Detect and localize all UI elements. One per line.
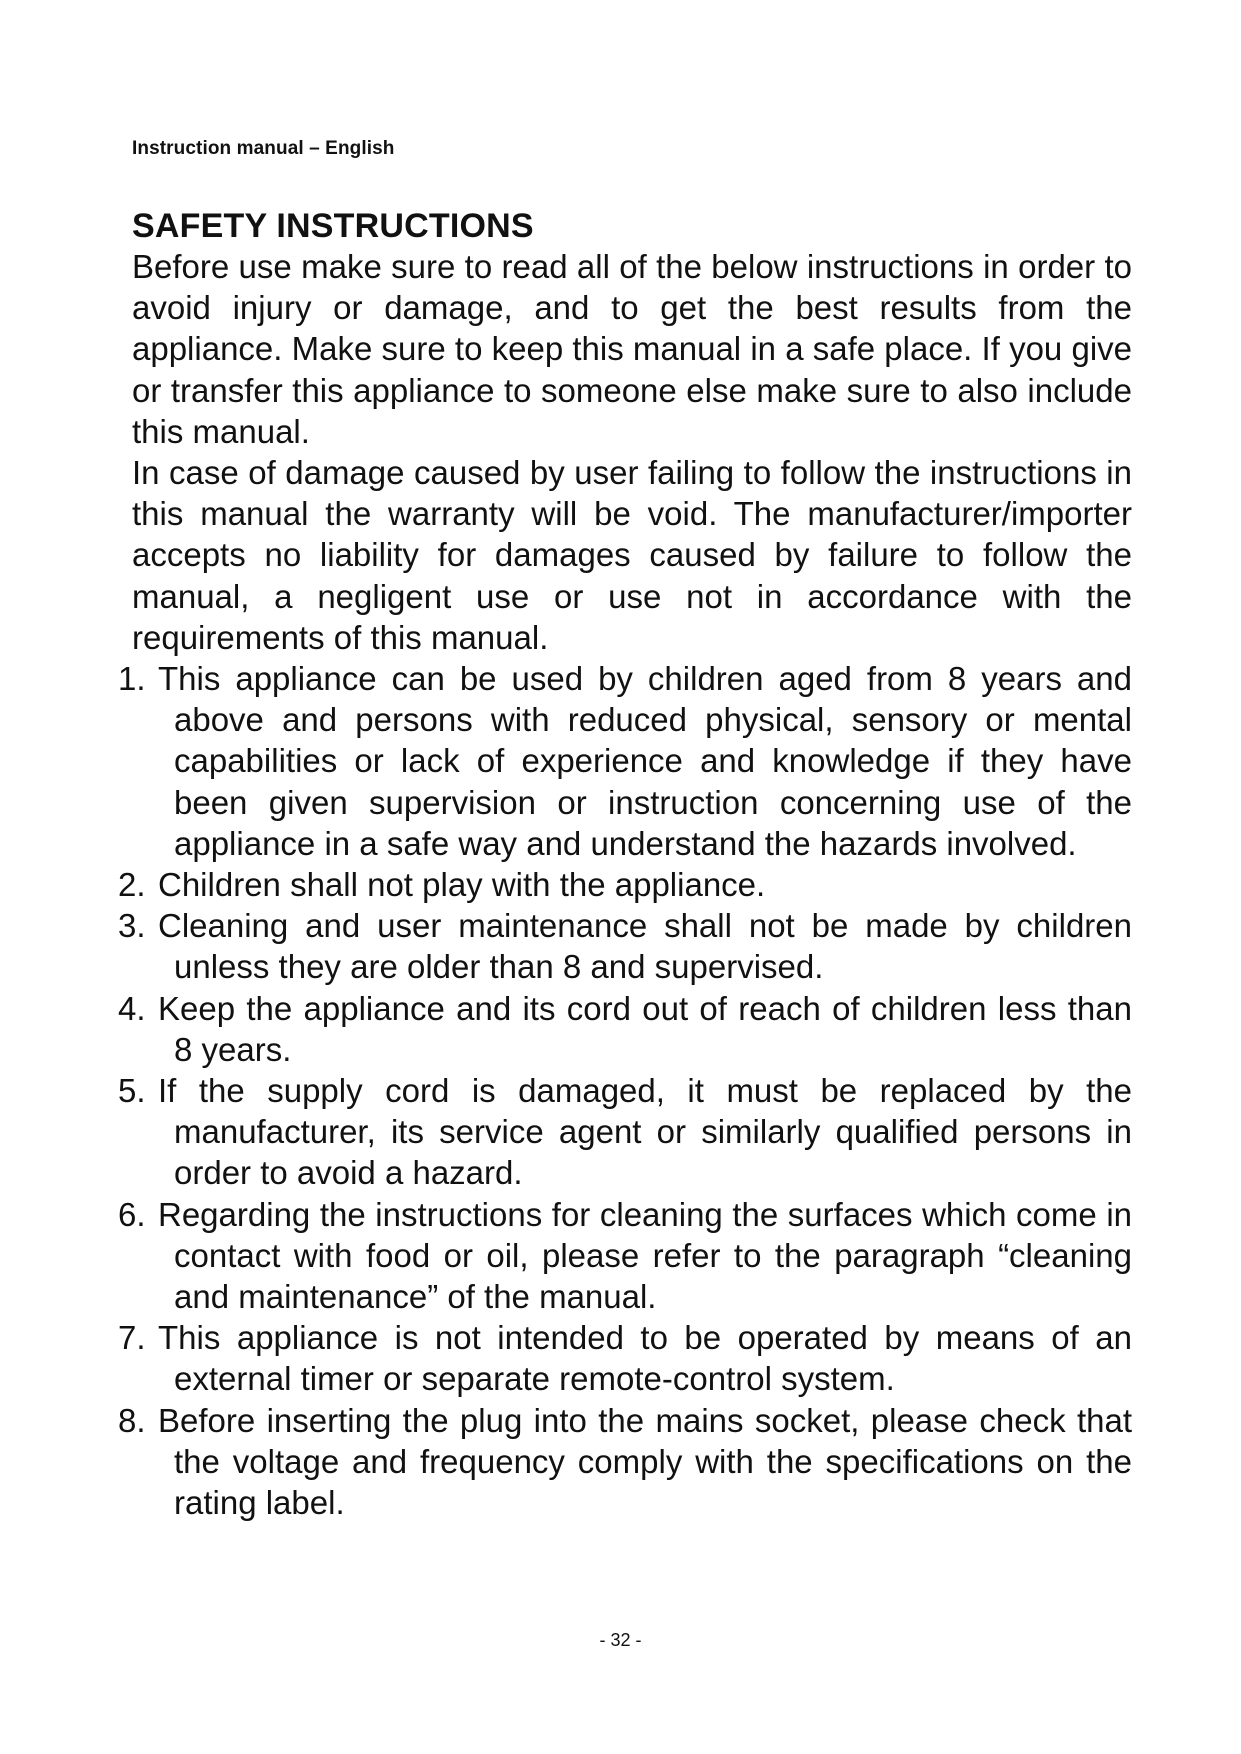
list-item-number: 1. [118, 660, 146, 698]
list-item-number: 5. [118, 1072, 146, 1110]
list-item-text: Regarding the instructions for cleaning the surfaces which come in contact with food or oil, please refer to the paragraph “cleaning and maintenance” of the manual. [158, 1195, 1132, 1316]
list-item-text: Keep the appliance and its cord out of reach of children less than 8 years. [158, 989, 1132, 1068]
list-item-number: 8. [118, 1401, 146, 1439]
list-item-text: Cleaning and user maintenance shall not be made by children unless they are older than 8 and supervised. [158, 907, 1132, 986]
list-item [118, 1317, 1132, 1399]
list-item [118, 905, 1132, 987]
list-item-number: 2. [118, 866, 146, 904]
list-item-number: 3. [118, 907, 146, 945]
list-item-text: This appliance can be used by children aged from 8 years and above and persons with reduced physical, sensory or mental capabilities or lack of experience and knowledge if they have been given supervision or instruction concerning use of the appliance in a safe way and understand the hazards involved. [158, 660, 1132, 862]
section-title: SAFETY INSTRUCTIONS [132, 207, 534, 245]
safety-list [118, 658, 1132, 1523]
list-item-number: 6. [118, 1195, 146, 1233]
list-item-text: Children shall not play with the appliance. [158, 866, 766, 904]
running-header: Instruction manual – English [132, 138, 395, 159]
warranty-paragraph: In case of damage caused by user failing to follow the instructions in this manual the warranty will be void. The manufacturer/importer accepts no liability for damages caused by failure to follow the manual, a negligent use or use not in accordance with the requirements of this manual. [132, 454, 1132, 656]
list-item [118, 1194, 1132, 1318]
list-item [118, 658, 1132, 864]
intro-paragraph: Before use make sure to read all of the below instructions in order to avoid injury or damage, and to get the best results from the appliance. Make sure to keep this manual in a safe place. If you give or transfer this appliance to someone else make sure to also include this manual. [132, 248, 1132, 450]
list-item-text: This appliance is not intended to be operated by means of an external timer or separate remote-control system. [158, 1319, 1132, 1398]
list-item [118, 1070, 1132, 1194]
page-number: - 32 - [599, 1630, 642, 1650]
list-item-text: Before inserting the plug into the mains socket, please check that the voltage and frequency comply with the specifications on the rating label. [158, 1401, 1132, 1522]
list-item [118, 1400, 1132, 1524]
safety-section [118, 204, 1132, 1523]
list-item-number: 4. [118, 989, 146, 1027]
list-item-number: 7. [118, 1319, 146, 1357]
list-item-text: If the supply cord is damaged, it must be replaced by the manufacturer, its service agent or similarly qualified persons in order to avoid a hazard. [158, 1072, 1132, 1192]
list-item [118, 864, 1132, 905]
list-item [118, 988, 1132, 1070]
